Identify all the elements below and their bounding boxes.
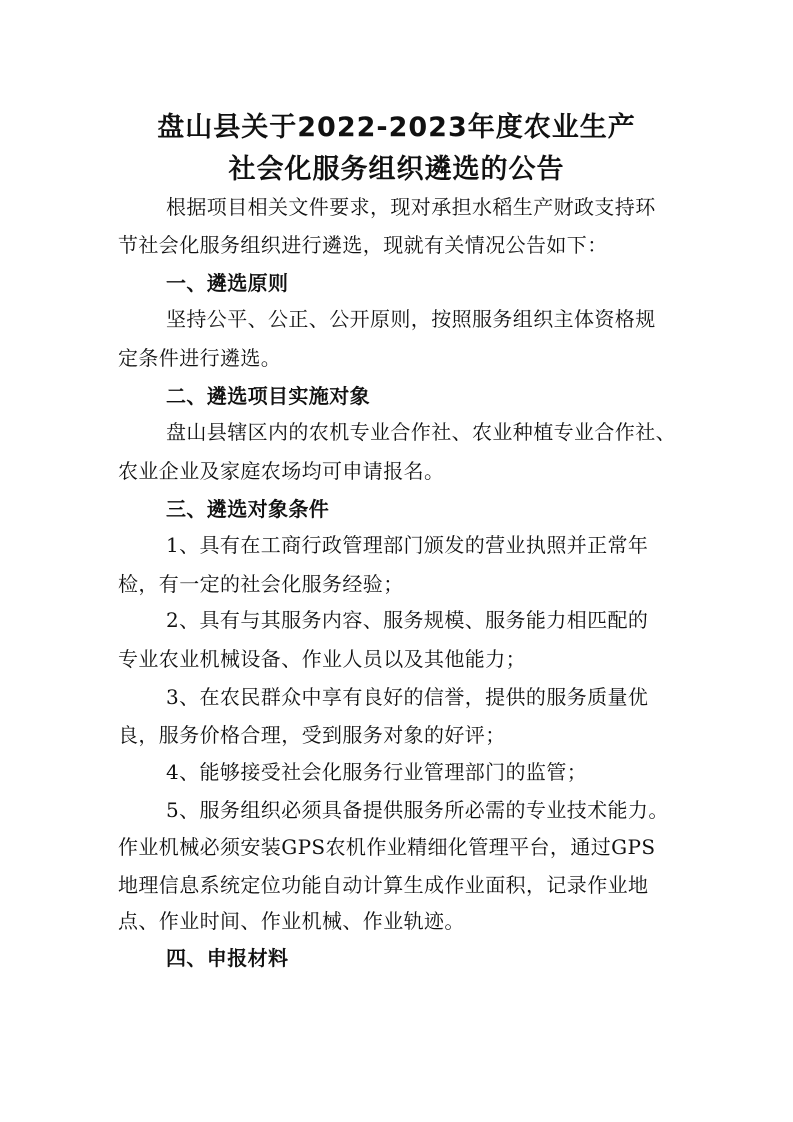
condition-item-line: 地理信息系统定位功能自动计算生成作业面积，记录作业地 [118, 873, 649, 897]
section-heading-conditions: 三、遴选对象条件 [166, 497, 330, 521]
condition-item-line: 专业农业机械设备、作业人员以及其他能力； [118, 647, 526, 671]
condition-item-line: 5、服务组织必须具备提供服务所必需的专业技术能力。 [166, 798, 669, 822]
condition-item-line: 点、作业时间、作业机械、作业轨迹。 [118, 909, 465, 933]
condition-item-line: 良，服务价格合理，受到服务对象的好评； [118, 723, 506, 747]
section-heading-materials: 四、申报材料 [166, 946, 289, 970]
section-text-line: 坚持公平、公正、公开原则，按照服务组织主体资格规 [166, 307, 656, 331]
intro-paragraph-line: 根据项目相关文件要求，现对承担水稻生产财政支持环 [166, 195, 656, 219]
section-text-line: 盘山县辖区内的农机专业合作社、农业种植专业合作社、 [166, 420, 676, 444]
condition-item-line: 2、具有与其服务内容、服务规模、服务能力相匹配的 [166, 608, 649, 632]
condition-item-line: 3、在农民群众中享有良好的信誉，提供的服务质量优 [166, 685, 649, 709]
condition-item-line: 作业机械必须安装GPS农机作业精细化管理平台，通过GPS [118, 835, 656, 859]
condition-item-line: 检，有一定的社会化服务经验； [118, 572, 404, 596]
section-heading-principles: 一、遴选原则 [166, 271, 289, 295]
document-title-line-1: 盘山县关于2022-2023年度农业生产 [157, 112, 636, 143]
document-title-line-2: 社会化服务组织遴选的公告 [228, 154, 565, 185]
condition-item-line: 1、具有在工商行政管理部门颁发的营业执照并正常年 [166, 533, 649, 557]
section-heading-targets: 二、遴选项目实施对象 [166, 384, 370, 408]
intro-paragraph-line: 节社会化服务组织进行遴选，现就有关情况公告如下： [118, 233, 608, 257]
condition-item-line: 4、能够接受社会化服务行业管理部门的监管； [166, 760, 588, 784]
section-text-line: 农业企业及家庭农场均可申请报名。 [118, 459, 445, 483]
section-text-line: 定条件进行遴选。 [118, 346, 282, 370]
